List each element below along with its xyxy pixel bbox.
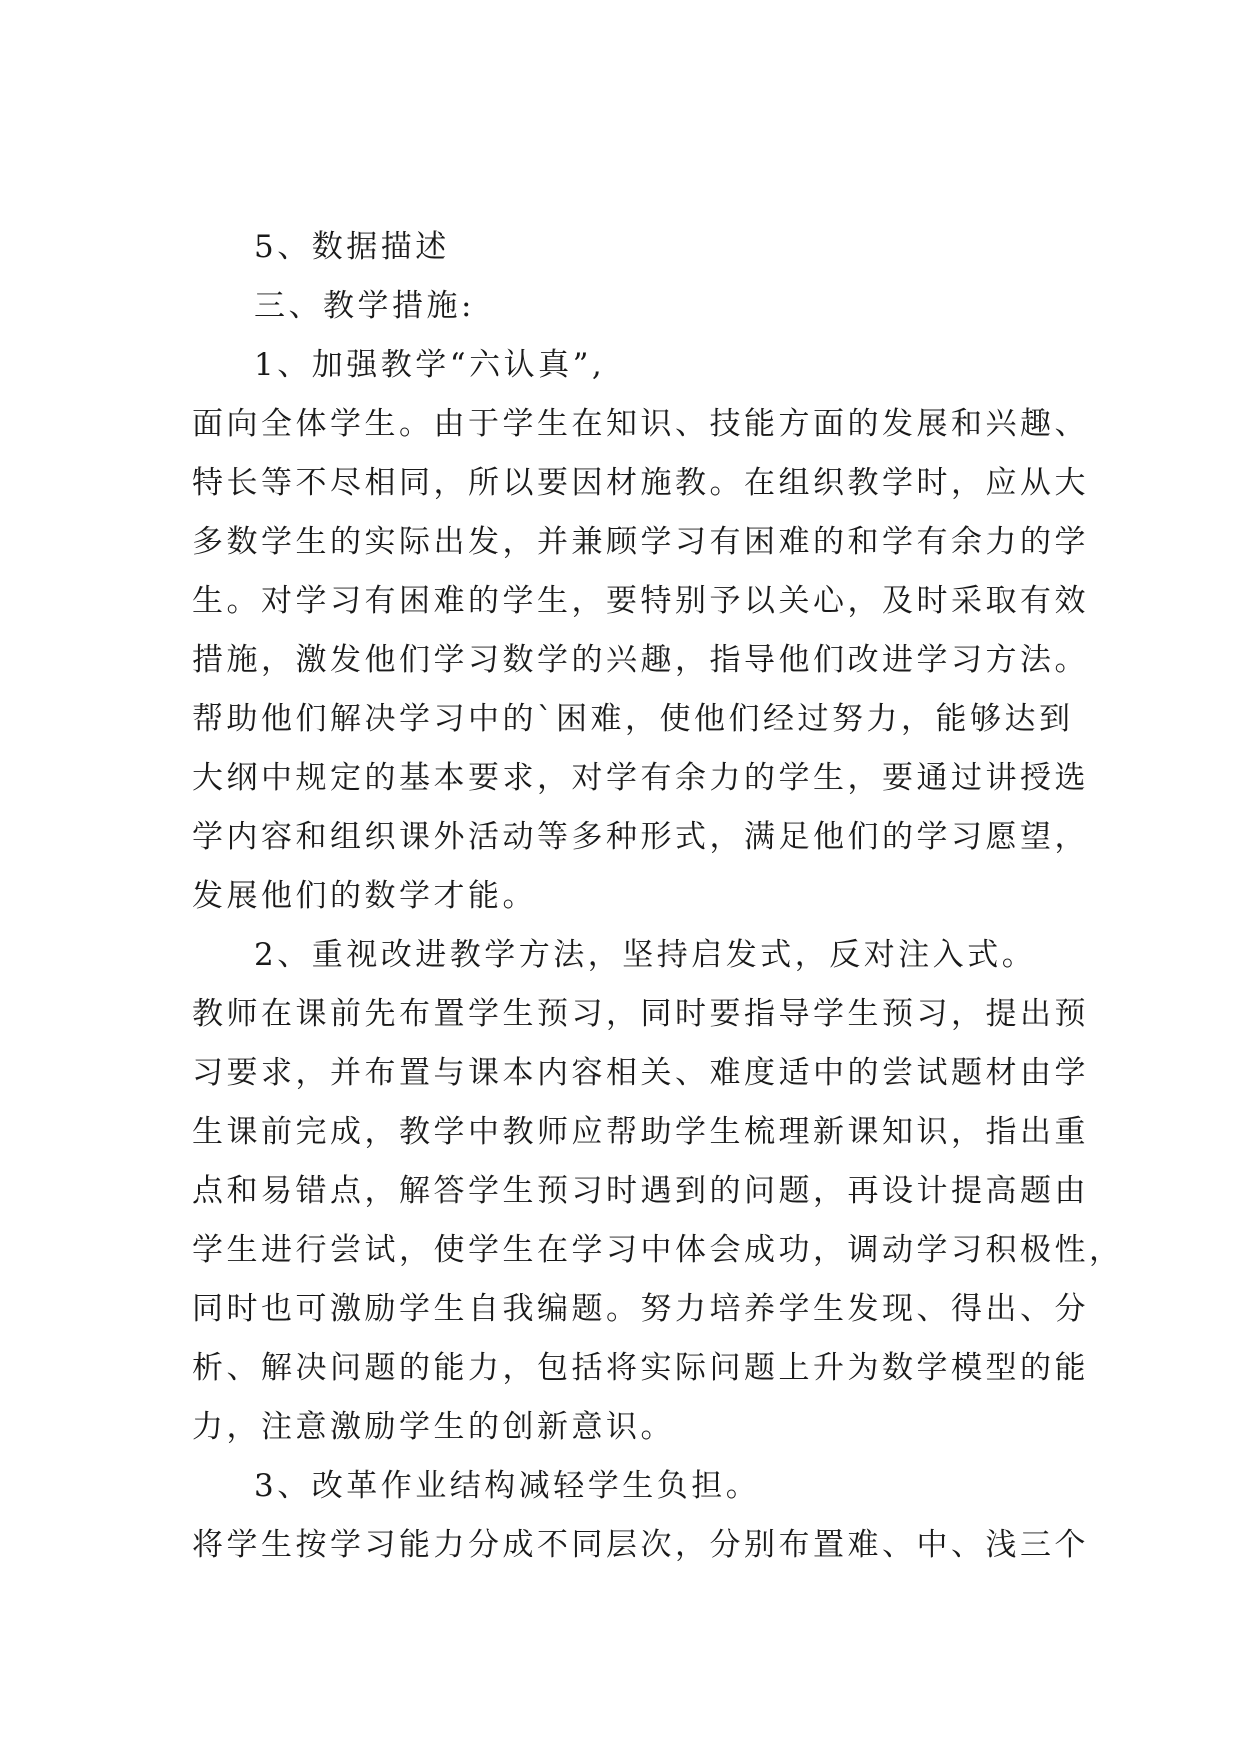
paragraph-line: 习要求，并布置与课本内容相关、难度适中的尝试题材由学 xyxy=(192,1055,1089,1091)
paragraph-line: 面向全体学生。由于学生在知识、技能方面的发展和兴趣、 xyxy=(192,406,1089,442)
paragraph-line: 将学生按学习能力分成不同层次，分别布置难、中、浅三个 xyxy=(192,1527,1089,1563)
paragraph-line: 措施，激发他们学习数学的兴趣，指导他们改进学习方法。 xyxy=(192,642,1089,678)
paragraph-line: 帮助他们解决学习中的`困难，使他们经过努力，能够达到 xyxy=(192,701,1074,737)
paragraph-line: 生课前完成，教学中教师应帮助学生梳理新课知识，指出重 xyxy=(192,1114,1089,1150)
paragraph-line: 力，注意激励学生的创新意识。 xyxy=(192,1409,675,1445)
paragraph-line: 特长等不尽相同，所以要因材施教。在组织教学时，应从大 xyxy=(192,465,1089,501)
paragraph-line: 生。对学习有困难的学生，要特别予以关心，及时采取有效 xyxy=(192,583,1089,619)
paragraph-line: 大纲中规定的基本要求，对学有余力的学生，要通过讲授选 xyxy=(192,760,1089,796)
paragraph-line: 同时也可激励学生自我编题。努力培养学生发现、得出、分 xyxy=(192,1291,1089,1327)
section-heading-teaching-measures: 三、教学措施: xyxy=(254,288,475,324)
section-item-5-heading: 5、数据描述 xyxy=(254,229,450,265)
measure-2-heading: 2、重视改进教学方法，坚持启发式，反对注入式。 xyxy=(254,937,1037,973)
paragraph-line: 多数学生的实际出发，并兼顾学习有困难的和学有余力的学 xyxy=(192,524,1089,560)
paragraph-line: 析、解决问题的能力，包括将实际问题上升为数学模型的能 xyxy=(192,1350,1089,1386)
measure-1-heading: 1、加强教学“六认真”, xyxy=(254,347,606,383)
paragraph-line: 学生进行尝试，使学生在学习中体会成功，调动学习积极性， xyxy=(192,1232,1124,1268)
paragraph-line: 学内容和组织课外活动等多种形式，满足他们的学习愿望， xyxy=(192,819,1089,855)
measure-3-heading: 3、改革作业结构减轻学生负担。 xyxy=(254,1468,761,1504)
paragraph-line: 发展他们的数学才能。 xyxy=(192,878,537,914)
paragraph-line: 教师在课前先布置学生预习，同时要指导学生预习，提出预 xyxy=(192,996,1089,1032)
paragraph-line: 点和易错点，解答学生预习时遇到的问题，再设计提高题由 xyxy=(192,1173,1089,1209)
